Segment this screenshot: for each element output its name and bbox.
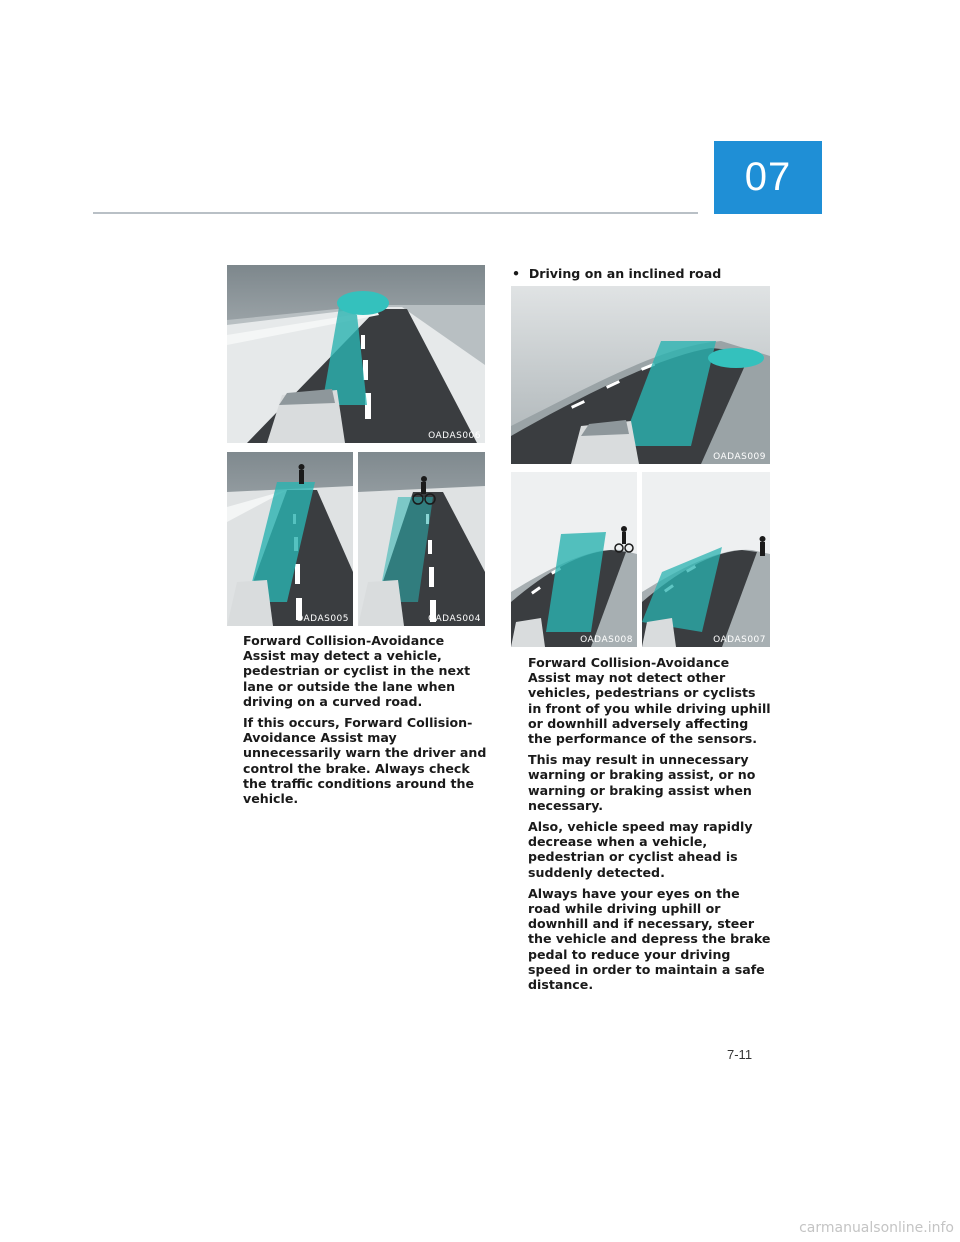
paragraph: Also, vehicle speed may rapidly decrease when a vehicle, pedestrian or cyclist ahead is suddenly detected. [528,819,753,880]
figure-incline-pedestrian [642,472,770,647]
figure-code: OADAS005 [296,614,349,624]
pedestrian-illustration [227,452,353,626]
curved-road-illustration [227,265,485,443]
bullet-item [512,266,772,281]
bullet-glyph: • [512,266,529,281]
right-column-text [528,655,773,998]
paragraph: Forward Collision-Avoidance Assist may not detect other vehicles, pedestrians or cyclists in front of you while driving uphill or downhill adversely affecting the performance of the sensors. [528,655,771,747]
chapter-tab [714,141,822,214]
figure-code: OADAS007 [713,635,766,645]
figure-curved-road-vehicle [227,265,485,443]
figure-code: OADAS009 [713,452,766,462]
paragraph: Always have your eyes on the road while driving uphill or downhill and if necessary, steer the vehicle and depress the brake pedal to reduce your driving speed in order to maintain a safe distance. [528,885,771,993]
chapter-number: 07 [744,155,792,199]
figure-code: OADAS006 [428,431,481,441]
cyclist-illustration [358,452,485,626]
page-number: 7-11 [727,1047,753,1062]
incline-pedestrian-illustration [642,472,770,647]
paragraph: If this occurs, Forward Collision-Avoidance Assist may unnecessarily warn the driver and control the brake. Always check the traffic conditions around the vehicle. [243,715,487,807]
figure-curved-road-cyclist [358,452,485,626]
incline-cyclist-illustration [511,472,637,647]
paragraph: This may result in unnecessary warning or braking assist, or no warning or braking assist when necessary. [528,752,756,813]
watermark: carmanualsonline.info [799,1220,954,1236]
figure-code: OADAS008 [580,635,633,645]
figure-code: OADAS004 [428,614,481,624]
paragraph: Forward Collision-Avoidance Assist may detect a vehicle, pedestrian or cyclist in the next lane or outside the lane when driving on a curved road. [243,633,471,709]
header-rule [93,212,698,214]
figure-incline-cyclist [511,472,637,647]
incline-vehicle-illustration [511,286,770,464]
figure-incline-vehicle [511,286,770,464]
figure-curved-road-pedestrian [227,452,353,626]
bullet-text: Driving on an inclined road [528,266,722,281]
left-column-text [243,633,488,812]
